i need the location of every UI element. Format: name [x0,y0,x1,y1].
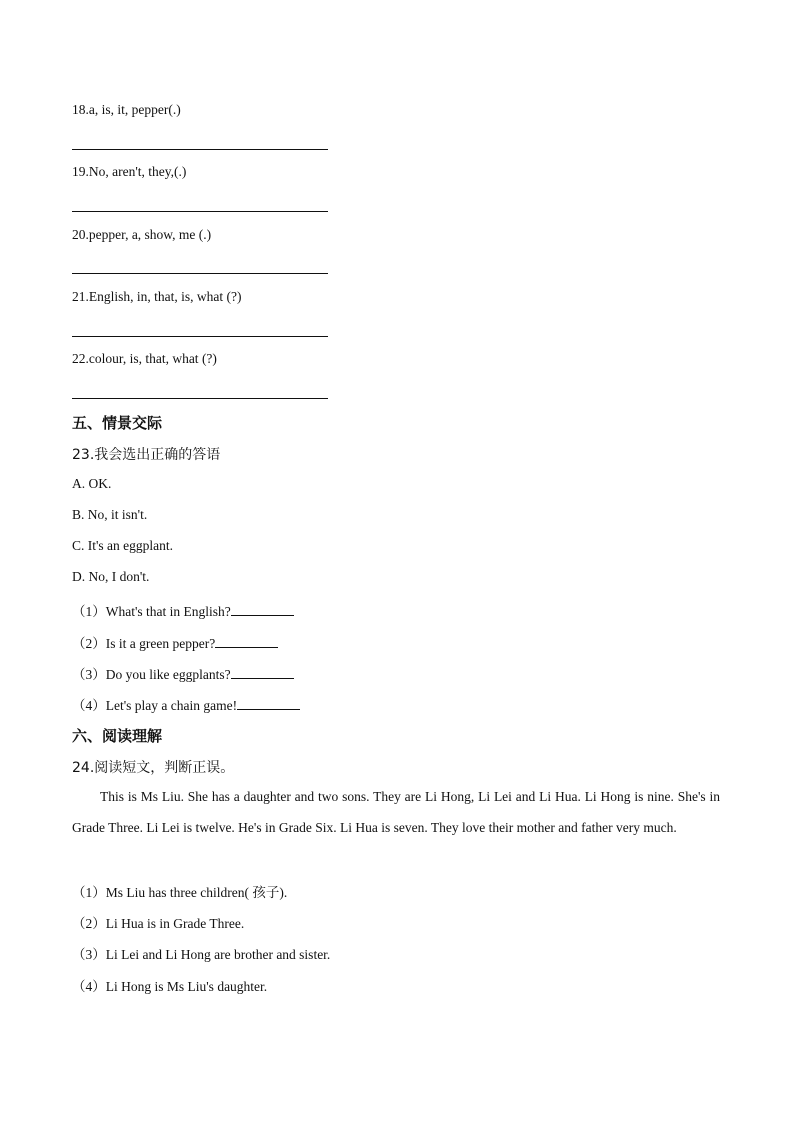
answer-line-22[interactable] [72,398,328,399]
question-23-title: 23.我会选出正确的答语 [72,447,221,463]
prompt-3 [72,663,294,683]
answer-line-19[interactable] [72,211,328,212]
reorder-question-19: 19.No, aren't, they,(.) [72,164,187,179]
statement-1: （1）Ms Liu has three children( 孩子). [72,885,288,900]
prompt-1-blank[interactable] [231,603,294,616]
prompt-4-text: （4）Let's play a chain game! [72,698,238,713]
prompt-4 [72,694,300,714]
prompt-4-blank[interactable] [237,697,300,710]
reorder-question-20: 20.pepper, a, show, me (.) [72,227,212,242]
option-b: B. No, it isn't. [72,507,148,522]
section-heading-6: 六、阅读理解 [72,727,163,745]
prompt-3-blank[interactable] [231,666,294,679]
reorder-question-18: 18.a, is, it, pepper(.) [72,102,181,117]
statement-4: （4）Li Hong is Ms Liu's daughter. [72,979,268,994]
reorder-question-22: 22.colour, is, that, what (?) [72,351,217,366]
reading-passage: This is Ms Liu. She has a daughter and two sons. They are Li Hong, Li Lei and Li Hua. Li Hong is nine. She's in Grade Three. Li Lei is twelve. He's in Grade Six. Li Hua is seven. They love their mother and father very much. [72,789,720,836]
section-heading-5: 五、情景交际 [72,414,163,432]
prompt-1 [72,600,294,620]
question-24-title: 24.阅读短文，判断正误。 [72,760,235,776]
answer-line-21[interactable] [72,336,328,337]
option-d: D. No, I don't. [72,569,150,584]
reorder-question-21: 21.English, in, that, is, what (?) [72,289,242,304]
statement-3: （3）Li Lei and Li Hong are brother and sister. [72,947,331,962]
answer-line-18[interactable] [72,149,328,150]
answer-line-20[interactable] [72,273,328,274]
statement-2: （2）Li Hua is in Grade Three. [72,916,245,931]
prompt-2-text: （2）Is it a green pepper? [72,636,216,651]
prompt-3-text: （3）Do you like eggplants? [72,667,231,682]
option-a: A. OK. [72,476,112,491]
prompt-1-text: （1）What's that in English? [72,604,231,619]
option-c: C. It's an eggplant. [72,538,174,553]
prompt-2-blank[interactable] [215,635,278,648]
prompt-2 [72,632,278,652]
